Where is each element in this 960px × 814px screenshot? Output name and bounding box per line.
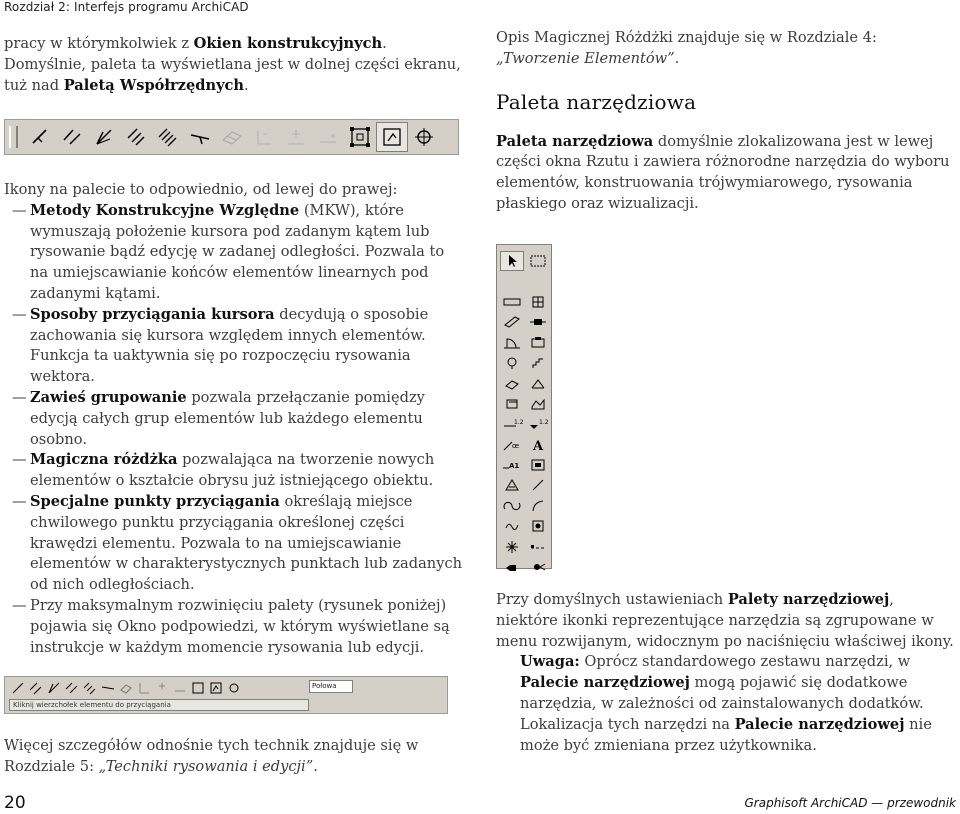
window-tool-icon[interactable] [526, 312, 550, 332]
offset-icon[interactable] [120, 122, 152, 152]
fill-tool-icon[interactable] [500, 394, 524, 414]
level-dimension-tool-icon[interactable] [526, 414, 550, 434]
see-also-paragraph: Więcej szczegółów odnośnie tych technik znajduje się w Rozdziale 5: „Techniki rysowania i edycji”. [4, 737, 419, 775]
toolbar-grip[interactable] [9, 126, 18, 148]
expanded-toolbar-row [5, 677, 447, 699]
toolbox-description: Paleta narzędziowa domyślnie zlokalizowana jest w lewej części okna Rzutu i zawiera różnorodne narzędzia do wyboru elementów, konstruowania trójwymiarowego, rysowania płaskiego oraz wizualizacji. [496, 132, 950, 212]
special-snap-icon[interactable] [408, 122, 440, 152]
toolbox-palette-figure [496, 244, 552, 569]
stair-tool-icon[interactable] [526, 353, 550, 373]
camera-path-tool-icon[interactable] [526, 557, 550, 577]
label-tool-icon[interactable] [500, 455, 524, 475]
spline-tool-icon[interactable] [500, 516, 524, 536]
text-tool-icon[interactable] [526, 435, 550, 455]
roof-tool-icon[interactable] [526, 373, 550, 393]
section-heading: Paleta narzędziowa [496, 89, 697, 114]
mesh-tool-icon[interactable] [526, 394, 550, 414]
svg-text:A1: A1 [509, 462, 520, 471]
tooltip-window: Kliknij wierzchołek elementu do przyciągania [9, 699, 309, 711]
fill-pattern-tool-icon[interactable] [500, 475, 524, 495]
camera-tool-icon[interactable] [500, 557, 524, 577]
special-snap-icon[interactable] [225, 679, 243, 697]
section-tool-icon[interactable] [526, 536, 550, 556]
arc-tool-icon[interactable] [526, 496, 550, 516]
perpendicular-icon[interactable] [24, 122, 56, 152]
left-intro [4, 34, 464, 96]
bisector-icon[interactable] [88, 122, 120, 152]
snap-point-icon[interactable] [248, 122, 280, 152]
note-paragraph: Uwaga: Oprócz standardowego zestawu narzędzi, w Palecie narzędziowej mogą pojawić się dodatkowe narzędzia, w zależności od zainstalowanych dodatków. Lokalizacja tych narzędzi na Palecie narzędziowej nie może być zmieniana przez użytkownika. [520, 653, 932, 754]
snap-direction-icon[interactable] [312, 122, 344, 152]
icon-description-list [4, 180, 464, 658]
list-intro-text: Ikony na palecie to odpowiednio, od lewej do prawej: [4, 181, 398, 198]
right-column [496, 28, 956, 215]
svg-text:1.2: 1.2 [539, 419, 549, 427]
list-item: — Metody Konstrukcyjne Względne (MKW), które wymuszają położenie kursora pod zadanym kątem lub rysowanie bądź edycję w zadanej odległości. Pozwala to na umiejscawianie końców elementów linearnych pod zadanymi kątami. [4, 201, 464, 305]
object-tool-icon[interactable] [526, 333, 550, 353]
control-box-toolbar-figure [4, 119, 459, 155]
offset-icon[interactable] [63, 679, 81, 697]
snap-plus-icon[interactable] [153, 679, 171, 697]
bisector-icon[interactable] [45, 679, 63, 697]
snap-plus-icon[interactable] [280, 122, 312, 152]
marquee-tool-icon[interactable] [526, 251, 550, 271]
technique-list [4, 201, 464, 659]
parallel-icon[interactable] [27, 679, 45, 697]
magic-wand-icon[interactable] [376, 122, 408, 152]
grid-snap-icon[interactable] [117, 679, 135, 697]
beam-tool-icon[interactable] [500, 312, 524, 332]
figure-tool-icon[interactable] [526, 516, 550, 536]
hotspot-tool-icon[interactable] [500, 536, 524, 556]
wall-tool-icon[interactable] [500, 292, 524, 312]
snap-mode-field[interactable]: Połowa [309, 680, 353, 693]
running-header: Rozdział 2: Interfejs programu ArchiCAD [4, 0, 249, 14]
svg-text:1.2: 1.2 [514, 419, 524, 427]
dimension-tool-icon[interactable] [500, 414, 524, 434]
parallel-icon[interactable] [56, 122, 88, 152]
magic-wand-reference: Opis Magicznej Różdżki znajduje się w Rozdziale 4: „Tworzenie Elementów”. [496, 29, 877, 67]
note-label: Uwaga: [520, 653, 580, 671]
svg-text:œ: œ [512, 441, 520, 450]
running-footer: Graphisoft ArchiCAD — przewodnik [744, 796, 956, 810]
expanded-control-box-figure [4, 676, 448, 714]
list-item: — Przy maksymalnym rozwinięciu palety (rysunek poniżej) pojawia się Okno podpowiedzi, w którym wyświetlane są instrukcje w każdym momencie rysowania lub edycji. [4, 596, 464, 658]
list-item: — Magiczna różdżka pozwalająca na tworzenie nowych elementów o kształcie obrysu już istniejącego obiektu. [4, 450, 464, 492]
intro-paragraph: pracy w którymkolwiek z Okien konstrukcyjnych. Domyślnie, paleta ta wyświetlana jest w dolnej części ekranu, tuż nad Paletą Współrzędnych. [4, 35, 461, 94]
arrow-tool-icon[interactable] [500, 251, 524, 271]
circle-tool-icon[interactable] [500, 496, 524, 516]
multi-offset-icon[interactable] [81, 679, 99, 697]
term-construction-windows: Okien konstrukcyjnych [193, 35, 383, 52]
multi-offset-icon[interactable] [152, 122, 184, 152]
list-item: — Specjalne punkty przyciągania określają miejsce chwilowego punktu przyciągania określonej części krawędzi elementu. Pozwala to na umiejscawianie elementów w charakterystycznych punktach lub zadanych od nich odległościach. [4, 492, 464, 596]
radial-dimension-tool-icon[interactable] [500, 435, 524, 455]
lamp-tool-icon[interactable] [500, 353, 524, 373]
angle-icon[interactable] [184, 122, 216, 152]
toolbox-defaults-text: Przy domyślnych ustawieniach Palety narzędziowej, niektóre ikonki reprezentujące narzędzia są zgrupowane w menu rozwijanym, widocznym po naciśnięciu właściwej ikony. Uwaga: Oprócz standardowego zestawu narzędzi, w Palecie narzędziowej mogą pojawić się dodatkowe narzędzia, w zależności od zainstalowanych dodatków. Lokalizacja tych narzędzi na Palecie narzędziowej nie może być zmieniana przez użytkownika. [496, 590, 956, 756]
column-tool-icon[interactable] [526, 292, 550, 312]
snap-direction-icon[interactable] [171, 679, 189, 697]
suspend-groups-icon[interactable] [344, 122, 376, 152]
perpendicular-icon[interactable] [9, 679, 27, 697]
grid-snap-icon[interactable] [216, 122, 248, 152]
zone-tool-icon[interactable] [526, 455, 550, 475]
line-tool-icon[interactable] [526, 475, 550, 495]
svg-text:A: A [533, 438, 544, 454]
list-item: — Zawieś grupowanie pozwala przełączanie pomiędzy edycją całych grup elementów lub każdego elementu osobno. [4, 388, 464, 450]
term-coordinate-palette: Paletą Współrzędnych [63, 76, 245, 94]
door-tool-icon[interactable] [500, 333, 524, 353]
chapter-reference: „Techniki rysowania i edycji” [98, 757, 314, 775]
magic-wand-icon[interactable] [207, 679, 225, 697]
slab-tool-icon[interactable] [500, 373, 524, 393]
snap-point-icon[interactable] [135, 679, 153, 697]
suspend-groups-icon[interactable] [189, 679, 207, 697]
page-number: 20 [4, 793, 26, 813]
list-item: — Sposoby przyciągania kursora decydują o sposobie zachowania się kursora względem innych elementów. Funkcja ta uaktywnia się po rozpoczęciu rysowania wektora. [4, 305, 464, 388]
angle-icon[interactable] [99, 679, 117, 697]
